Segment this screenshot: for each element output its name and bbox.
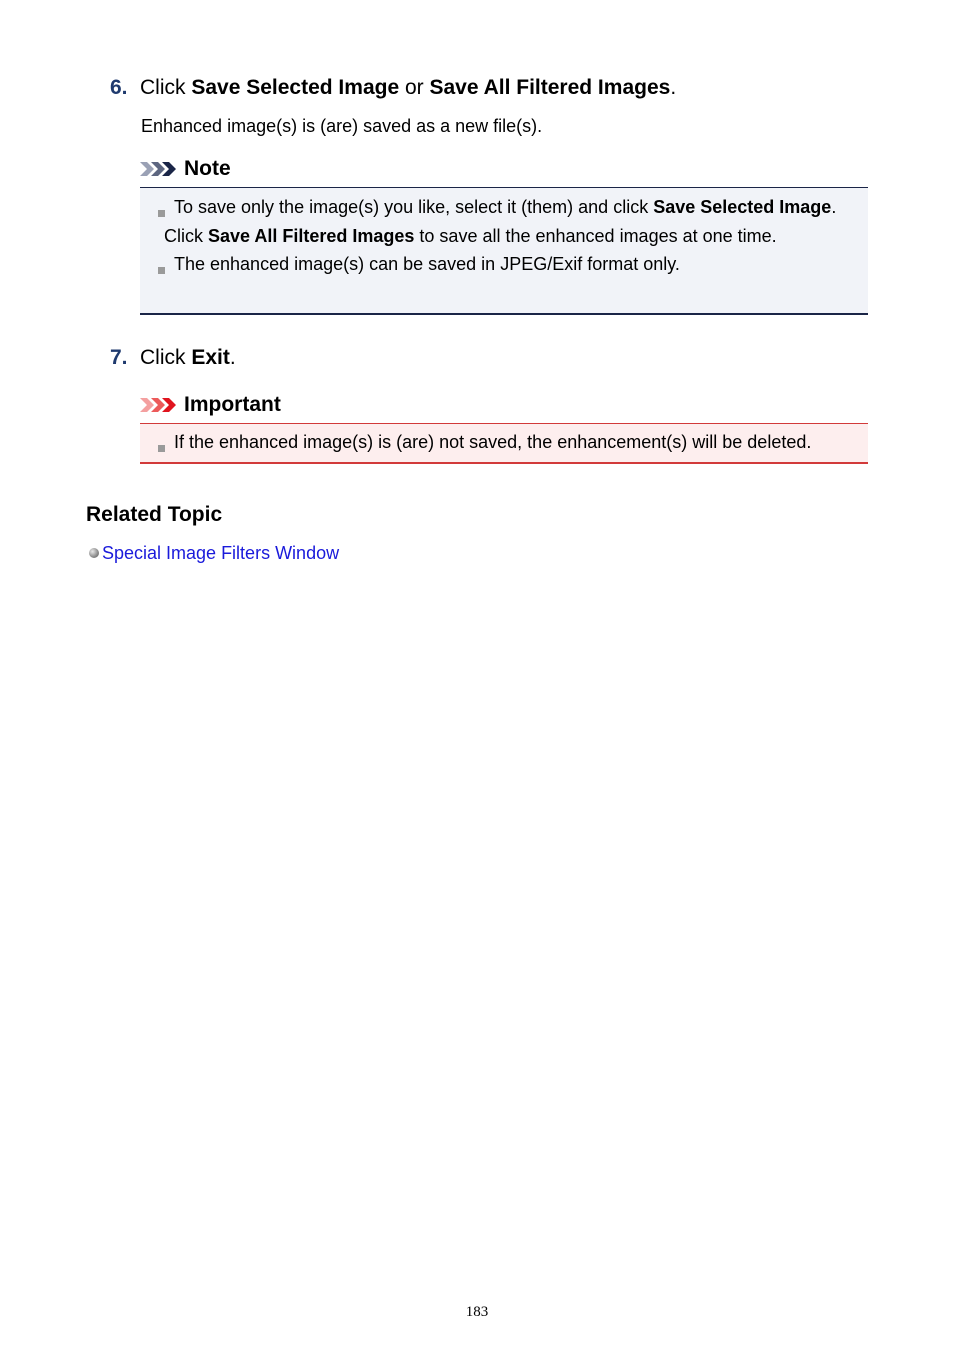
important-title: Important <box>184 393 281 416</box>
note-title: Note <box>184 157 231 180</box>
important-item: If the enhanced image(s) is (are) not saved, the enhancement(s) will be deleted. <box>140 428 868 457</box>
important-box <box>140 423 868 464</box>
note-item: The enhanced image(s) can be saved in JPEG/Exif format only. <box>140 250 868 279</box>
save-selected-image-label: Save Selected Image <box>191 76 400 99</box>
related-topic-link-row <box>89 541 339 565</box>
exit-label: Exit <box>191 346 230 369</box>
note-box <box>140 187 868 315</box>
step-6-instruction <box>110 75 676 101</box>
important-header <box>140 392 281 418</box>
step-6-description: Enhanced image(s) is (are) saved as a new file(s). <box>141 116 543 136</box>
step-text-prefix: Click <box>140 346 192 369</box>
note-item: To save only the image(s) you like, select it (them) and click Save Selected Image. Click Save All Filtered Images to save all the enhanced images at one time. <box>140 193 868 250</box>
important-chevron-icon <box>140 397 178 413</box>
step-text-middle: or <box>399 76 430 99</box>
globe-bullet-icon <box>89 548 99 558</box>
step-text-suffix: . <box>229 346 236 369</box>
square-bullet-icon <box>158 267 165 274</box>
square-bullet-icon <box>158 445 165 452</box>
note-header <box>140 156 231 182</box>
save-all-filtered-images-label: Save All Filtered Images <box>429 76 671 99</box>
step-7-instruction <box>110 345 236 371</box>
square-bullet-icon <box>158 210 165 217</box>
step-number: 6. <box>110 76 128 99</box>
step-number: 7. <box>110 346 128 369</box>
step-text-suffix: . <box>670 76 677 99</box>
step-text-prefix: Click <box>140 76 192 99</box>
related-topic-heading: Related Topic <box>86 503 223 526</box>
note-chevron-icon <box>140 161 178 177</box>
special-image-filters-window-link[interactable]: Special Image Filters Window <box>102 543 340 563</box>
page-number: 183 <box>465 1304 489 1320</box>
